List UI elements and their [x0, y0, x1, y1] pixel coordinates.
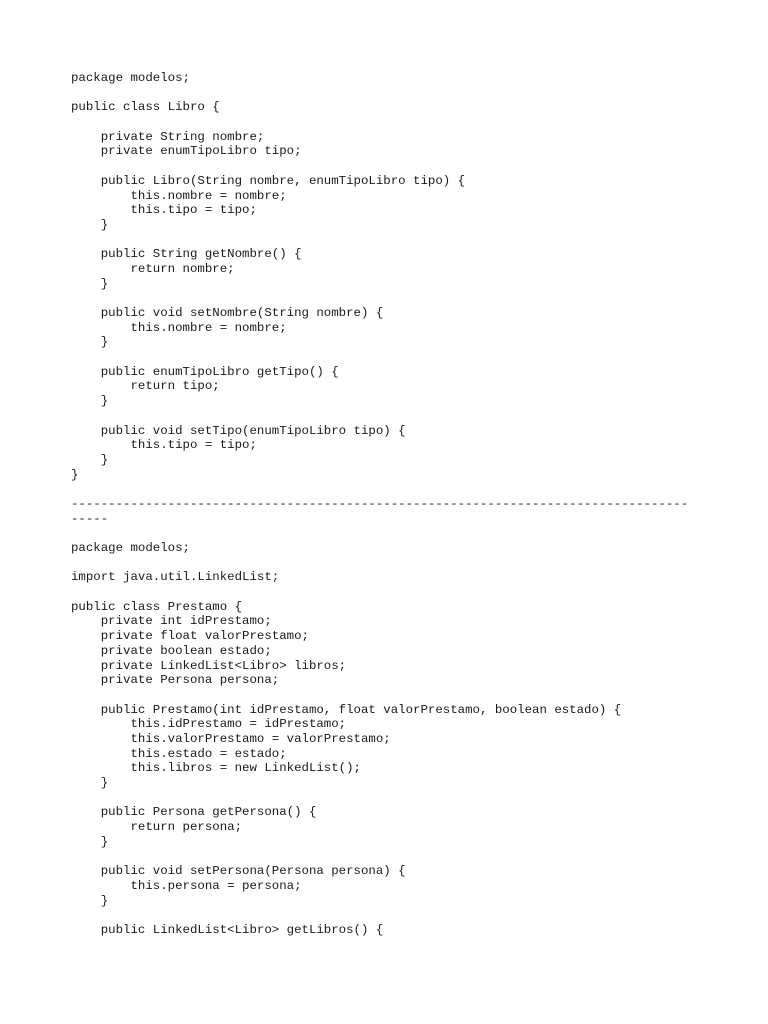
- blank-line: [71, 908, 711, 923]
- code-line: this.tipo = tipo;: [71, 203, 257, 218]
- blank-line: [71, 482, 711, 497]
- code-line: return tipo;: [71, 379, 220, 394]
- code-line: }: [71, 776, 109, 790]
- code-line: this.libros = new LinkedList();: [71, 761, 361, 776]
- code-line: }: [71, 335, 109, 350]
- code-line: private enumTipoLibro tipo;: [71, 144, 302, 159]
- blank-line: [71, 86, 711, 101]
- code-line: private boolean estado;: [71, 643, 272, 658]
- code-line: public void setTipo(enumTipoLibro tipo) {: [71, 423, 406, 438]
- code-line: import java.util.LinkedList;: [71, 570, 280, 585]
- blank-line: [71, 585, 711, 600]
- blank-line: [71, 556, 711, 571]
- code-line: private float valorPrestamo;: [71, 629, 309, 644]
- blank-line: [71, 791, 711, 806]
- code-line: private int idPrestamo;: [71, 614, 272, 629]
- code-line: this.idPrestamo = idPrestamo;: [71, 717, 347, 732]
- code-line: }: [71, 834, 109, 849]
- blank-line: [71, 350, 711, 365]
- code-line: return nombre;: [71, 261, 235, 276]
- blank-line: [71, 526, 711, 541]
- code-line: private String nombre;: [71, 129, 265, 144]
- code-line: return persona;: [71, 820, 243, 835]
- code-line: this.tipo = tipo;: [71, 438, 257, 453]
- code-line: this.valorPrestamo = valorPrestamo;: [71, 731, 391, 746]
- code-line: -----: [71, 511, 109, 526]
- code-line: }: [71, 893, 109, 908]
- code-line: package modelos;: [71, 541, 190, 555]
- code-line: this.estado = estado;: [71, 746, 287, 761]
- blank-line: [71, 233, 711, 248]
- code-line: }: [71, 467, 79, 482]
- code-listing: [71, 71, 711, 938]
- code-line: public LinkedList<Libro> getLibros() {: [71, 922, 384, 937]
- blank-line: [71, 159, 711, 174]
- code-line: private Persona persona;: [71, 673, 280, 688]
- code-line: public void setNombre(String nombre) {: [71, 306, 384, 320]
- code-line: }: [71, 394, 109, 409]
- code-line: public class Prestamo {: [71, 599, 243, 614]
- code-line: package modelos;: [71, 71, 190, 85]
- code-line: public Libro(String nombre, enumTipoLibro tipo) {: [71, 173, 466, 188]
- blank-line: [71, 688, 711, 703]
- code-line: this.nombre = nombre;: [71, 188, 287, 203]
- code-line: }: [71, 276, 109, 291]
- code-line: public Prestamo(int idPrestamo, float valorPrestamo, boolean estado) {: [71, 702, 622, 717]
- blank-line: [71, 115, 711, 130]
- code-line: public Persona getPersona() {: [71, 805, 317, 820]
- blank-line: [71, 291, 711, 306]
- code-line: public String getNombre() {: [71, 247, 302, 262]
- code-line: public enumTipoLibro getTipo() {: [71, 364, 339, 379]
- code-line: public void setPersona(Persona persona) {: [71, 864, 406, 879]
- code-line: -----------------------------------------------------------------------------------: [71, 496, 689, 511]
- code-line: this.persona = persona;: [71, 878, 302, 893]
- code-line: this.nombre = nombre;: [71, 320, 287, 335]
- code-line: public class Libro {: [71, 100, 220, 115]
- blank-line: [71, 849, 711, 864]
- blank-line: [71, 409, 711, 424]
- code-line: private LinkedList<Libro> libros;: [71, 658, 347, 673]
- code-line: }: [71, 452, 109, 467]
- code-line: }: [71, 217, 109, 232]
